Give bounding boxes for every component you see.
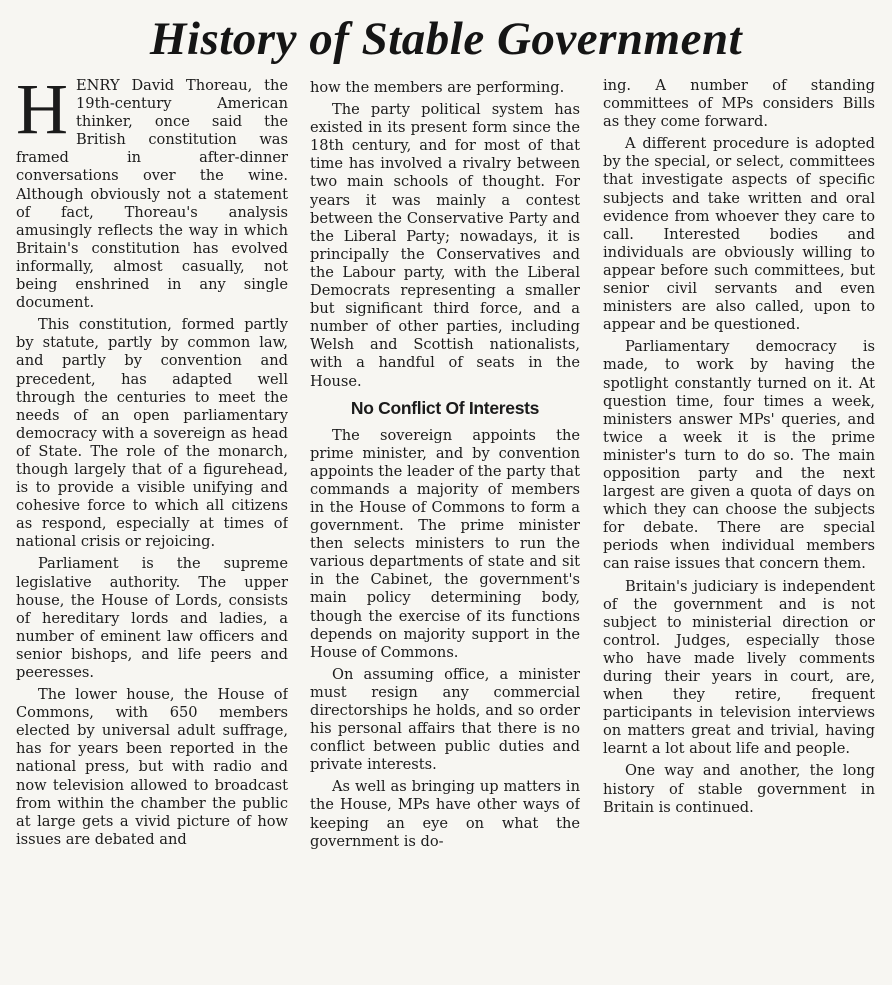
paragraph bbox=[16, 77, 288, 312]
paragraph: The sovereign appoints the prime minister, and by convention appoints the leader of the party that commands a majority of members in the House of Commons to form a government. The prime minister then selects ministers to run the various departments of state and sit in the Cabinet, the government's main policy determining body, though the exercise of its functions depends on majority support in the House of Commons. bbox=[310, 426, 580, 661]
paragraph: ing. A number of standing committees of MPs considers Bills as they come forward. bbox=[603, 77, 875, 131]
paragraph: Britain's judiciary is independent of the government and is not subject to ministerial direction or control. Judges, especially those who have made lively comments during their years in court, are, when they retire, frequent participants in television interviews on matters great and trivial, having learnt a lot about life and people. bbox=[603, 577, 875, 758]
paragraph: A different procedure is adopted by the special, or select, committees that investigate aspects of specific subjects and take written and oral evidence from whoever they care to call. Interested bodies and individuals are obviously willing to appear before such committees, but senior civil servants and even ministers are also called, upon to appear and be questioned. bbox=[603, 135, 875, 334]
column-2 bbox=[310, 79, 580, 979]
column-1 bbox=[16, 77, 288, 977]
paragraph: how the members are performing. bbox=[310, 79, 565, 96]
paragraph: As well as bringing up matters in the House, MPs have other ways of keeping an eye on what the government is do- bbox=[310, 778, 580, 850]
paragraph: This constitution, formed partly by statute, partly by common law, and partly by convention and precedent, has adapted well through the centuries to meet the needs of an open parliamentary democracy with a sovereign as head of State. The role of the monarch, though largely that of a figurehead, is to provide a visible unifying and cohesive force to which all citizens as respond, especially at times of national crisis or rejoicing. bbox=[16, 316, 288, 551]
paragraph: One way and another, the long history of stable government in Britain is continued. bbox=[603, 762, 875, 816]
column-3 bbox=[603, 77, 875, 977]
paragraph-text: ENRY David Thoreau, the 19th-century American thinker, once said the British constitution was framed in after-dinner conversations over the wine. Although obviously not a statement of fact, Thoreau's analysis amusingly reflects the way in which Britain's constitution has evolved informally, almost casually, not being enshrined in any single document. bbox=[16, 77, 288, 312]
paragraph: Parliament is the supreme legislative authority. The upper house, the House of Lords, consists of hereditary lords and ladies, a number of eminent law officers and senior bishops, and life peers and peeresses. bbox=[16, 555, 288, 681]
paragraph: On assuming office, a minister must resign any commercial directorships he holds, and so order his personal affairs that there is no conflict between public duties and private interests. bbox=[310, 665, 580, 774]
headline: History of Stable Government bbox=[149, 13, 743, 65]
drop-cap: H bbox=[16, 77, 68, 149]
paragraph: The lower house, the House of Commons, with 650 members elected by universal adult suffrage, has for years been reported in the national press, but with radio and now television allowed to broadcast from within the chamber the public at large gets a vivid picture of how issues are debated and bbox=[16, 686, 288, 848]
subheading: No Conflict Of Interests bbox=[350, 397, 540, 418]
paragraph: Parliamentary democracy is made, to work by having the spotlight constantly turned on it. At question time, four times a week, ministers answer MPs' queries, and twice a week it is the prime minister's turn to do so. The main opposition party and the next largest are given a quota of days on which they can choose the subjects for debate. There are special periods when individual members can raise issues that concern them. bbox=[603, 338, 875, 573]
paragraph: The party political system has existed in its present form since the 18th century, and for most of that time has involved a rivalry between two main schools of thought. For years it was mainly a contest between the Conservative Party and the Liberal Party; nowadays, it is principally the Conservatives and the Labour party, with the Liberal Democrats representing a smaller but significant third force, and a number of other parties, including Welsh and Scottish nationalists, with a handful of seats in the House. bbox=[310, 101, 580, 390]
